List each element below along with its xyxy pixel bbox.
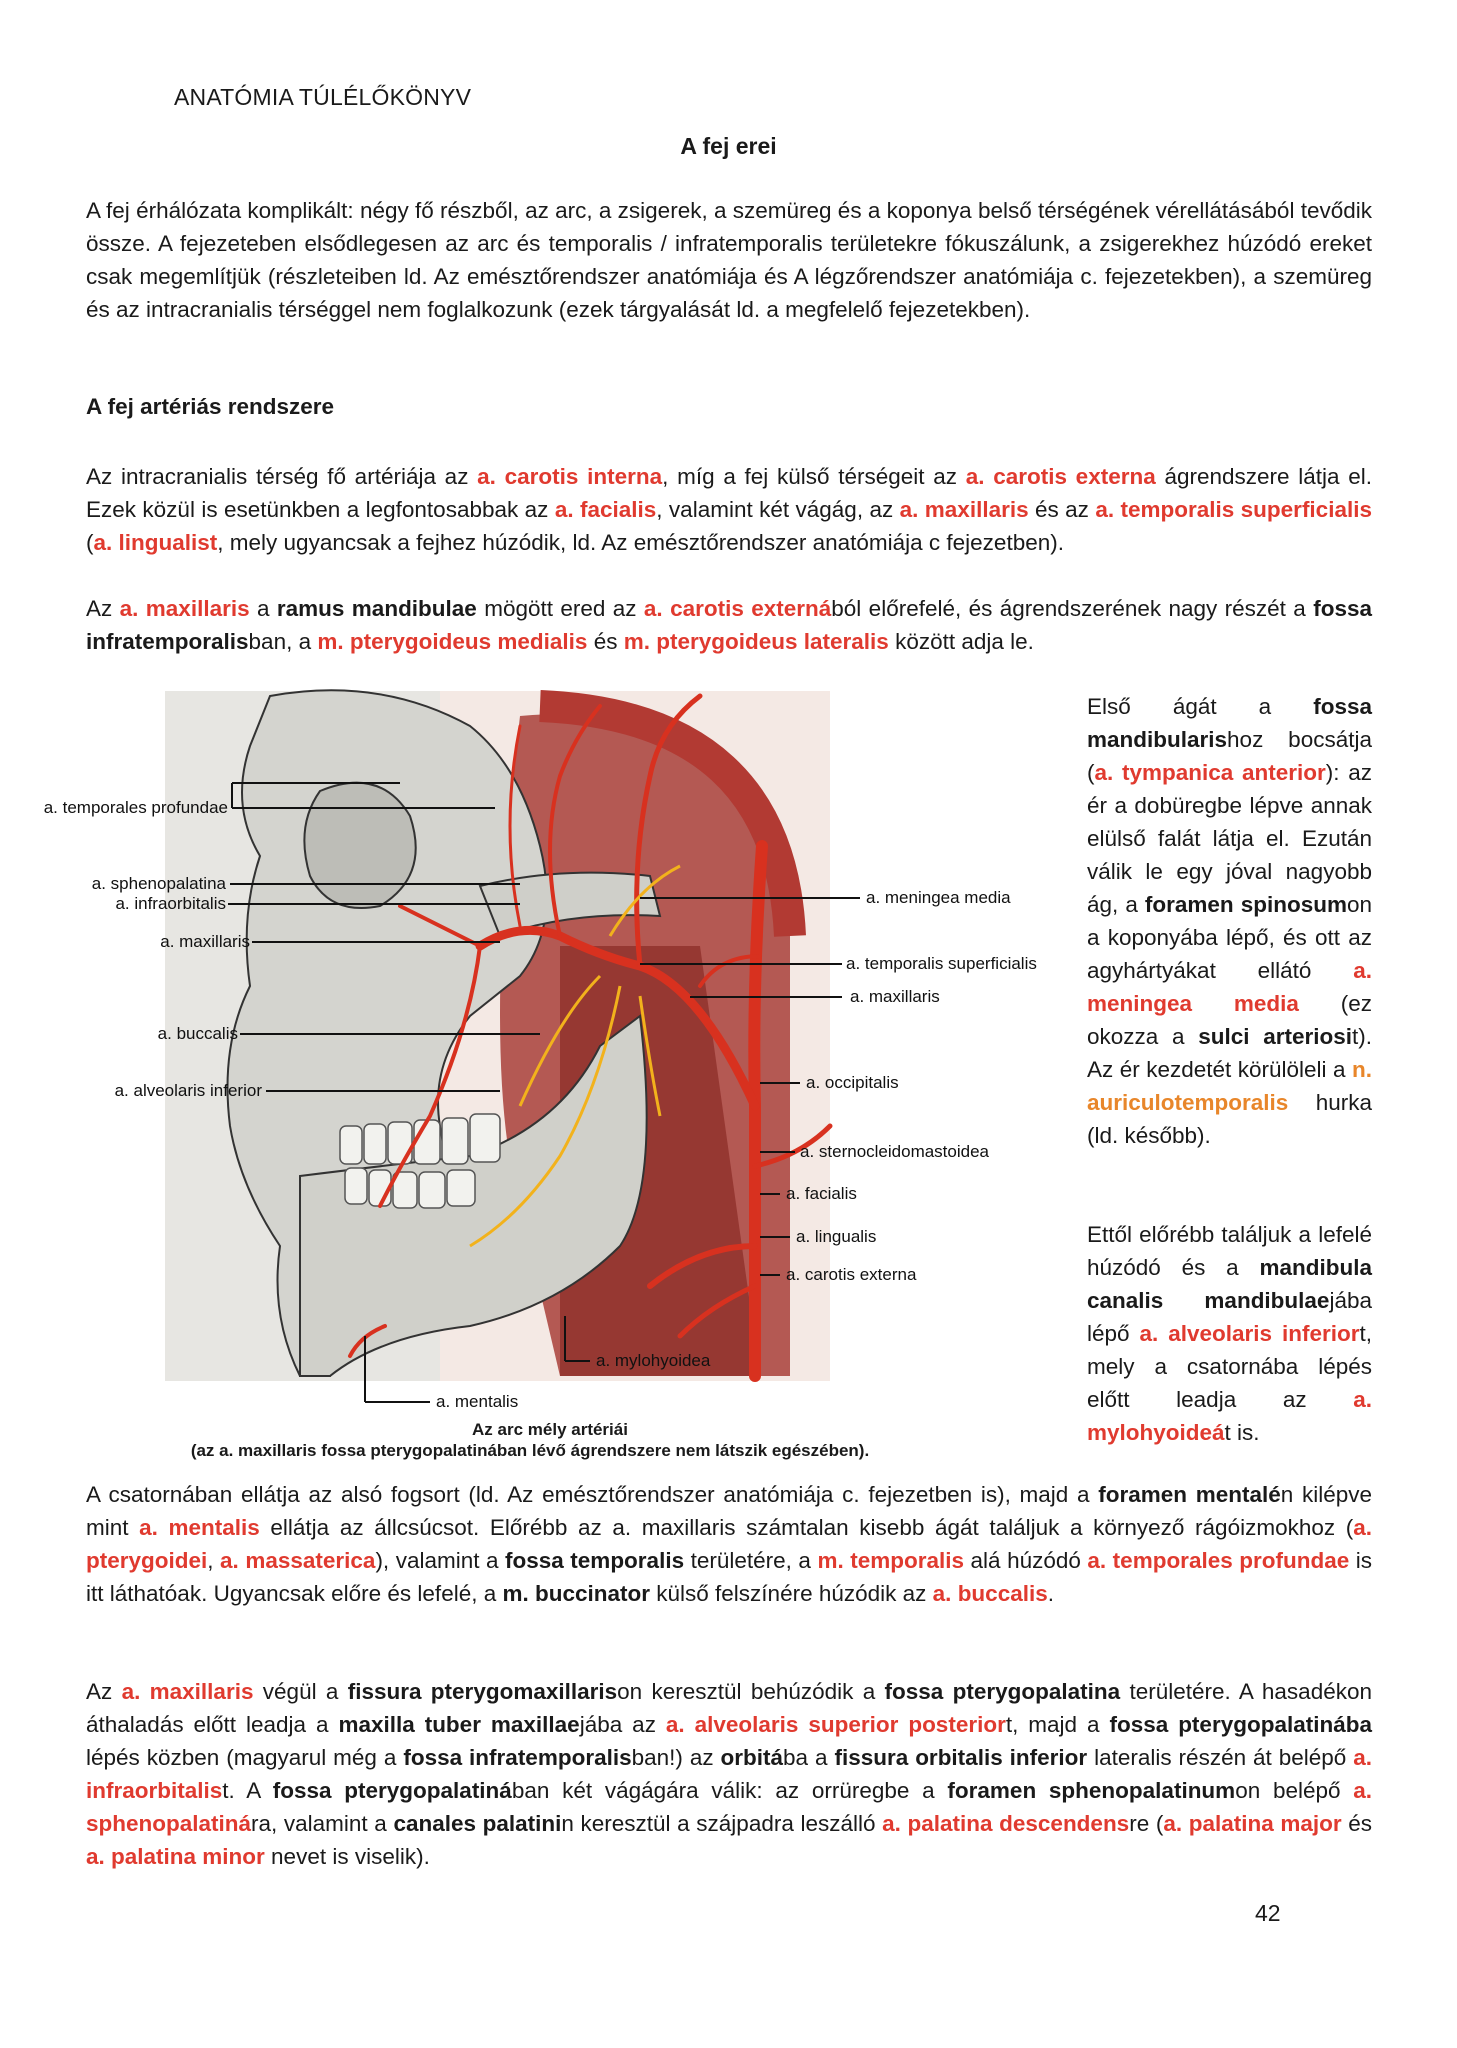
label-meningea-media: a. meningea media [866,888,1011,907]
label-maxillaris-left: a. maxillaris [160,932,250,951]
label-lingualis: a. lingualis [796,1227,877,1246]
label-occipitalis: a. occipitalis [806,1073,899,1092]
paragraph-arteries: Az intracranialis térség fő artériája az a. carotis interna, míg a fej külső térségeit az a. carotis externa ágrendszere látja el. Ezek közül is esetünkben a legfontosabbak az a. facialis, valamint két vágág, az a. maxillaris és az a. temporalis superficialis (a. lingualist, mely ugyancsak a fejhez húzódik, ld. Az emésztőrendszer anatómiája c fejezetben). [86,464,1372,555]
side-paragraph-1: Első ágát a fossa mandibularishoz bocsátja (a. tympanica anterior): az ér a dobüregbe lépve annak elülső falát látja el. Ezután válik le egy jóval nagyobb ág, a foramen spinosumon a koponyába lépő, és ott az agyhártyákat ellátó a. meningea media (ez okozza a sulci arteriosit). Az ér kezdetét körülöleli a n. auriculotemporalis hurka (ld. később). [1087,694,1372,1148]
label-alveolaris-inferior: a. alveolaris inferior [114,1081,262,1100]
label-buccalis: a. buccalis [157,1024,238,1043]
figure-caption-title: Az arc mély artériái [472,1420,628,1439]
head-arteries-illustration [0,686,1080,1466]
paragraph-canal: A csatornában ellátja az alsó fogsort (ld. Az emésztőrendszer anatómiája c. fejezetben is), majd a foramen mentalén kilépve mint a. mentalis ellátja az állcsúcsot. Előrébb az a. maxillaris számtalan kisebb ágát találjuk a környező rágóizmokhoz (a. pterygoidei, a. massaterica), valamint a fossa temporalis területére, a m. temporalis alá húzódó a. temporales profundae is itt láthatóak. Ugyancsak előre és lefelé, a m. buccinator külső felszínére húzódik az a. buccalis. [86,1482,1373,1606]
section-heading: A fej artériás rendszere [86,394,335,419]
orbit-shape [304,783,415,908]
label-mylohyoidea: a. mylohyoidea [596,1351,711,1370]
intro-paragraph: A fej érhálózata komplikált: négy fő részből, az arc, a zsigerek, a szemüreg és a koponya belső térségének vérellátásából tevődik össze. A fejezeteben elsődlegesen az arc és temporalis / infratemporalis területekre fókuszálunk, a zsigerekhez húzódó ereket csak megemlítjük (részleteiben ld. Az emésztőrendszer anatómiája és A légzőrendszer anatómiája c. fejezetekben), a szemüreg és az intracranialis térséggel nem foglalkozunk (ezek tárgyalását ld. a megfelelő fejezetekben). [86,198,1372,322]
label-maxillaris-right: a. maxillaris [850,987,940,1006]
label-temporalis-superficialis: a. temporalis superficialis [846,954,1037,973]
label-mentalis: a. mentalis [436,1392,519,1411]
label-facialis: a. facialis [786,1184,857,1203]
label-sternocleidomastoidea: a. sternocleidomastoidea [800,1142,990,1161]
paragraph-pterygopalatina: Az a. maxillaris végül a fissura pterygomaxillarison keresztül behúzódik a fossa pterygopalatina területére. A hasadékon áthaladás előtt leadja a maxilla tuber maxillaejába az a. alveolaris superior posteriort, majd a fossa pterygopalatinába lépés közben (magyarul még a fossa infratemporalisban!) az orbitába a fissura orbitalis inferior lateralis részén át belépő a. infraorbitalist. A fossa pterygopalatinában két vágágára válik: az orrüregbe a foramen sphenopalatinumon belépő a. sphenopalatinára, valamint a canales palatinin keresztül a szájpadra leszálló a. palatina descendensre (a. palatina major és a. palatina minor nevet is viselik). [86,1679,1373,1869]
paragraph-maxillaris: Az a. maxillaris a ramus mandibulae mögött ered az a. carotis externából előrefelé, és ágrendszerének nagy részét a fossa infratemporalisban, a m. pterygoideus medialis és m. pterygoideus lateralis között adja le. [86,596,1372,654]
anatomy-figure [0,686,1080,1466]
label-infraorbitalis: a. infraorbitalis [115,894,226,913]
label-carotis-externa: a. carotis externa [786,1265,917,1284]
label-temporales-profundae: a. temporales profundae [43,798,228,817]
running-header: ANATÓMIA TÚLÉLŐKÖNYV [174,84,472,110]
page-number: 42 [1255,1900,1281,1926]
figure-caption-note: (az a. maxillaris fossa pterygopalatinában lévő ágrendszere nem látszik egészében). [190,1441,870,1460]
label-sphenopalatina: a. sphenopalatina [91,874,226,893]
page-title: A fej erei [680,133,777,159]
side-paragraph-2: Ettől előrébb találjuk a lefelé húzódó és a mandibula canalis mandibulaejába lépő a. alveolaris inferiort, mely a csatornába lépés előtt leadja az a. mylohyoideát is. [1087,1222,1372,1445]
